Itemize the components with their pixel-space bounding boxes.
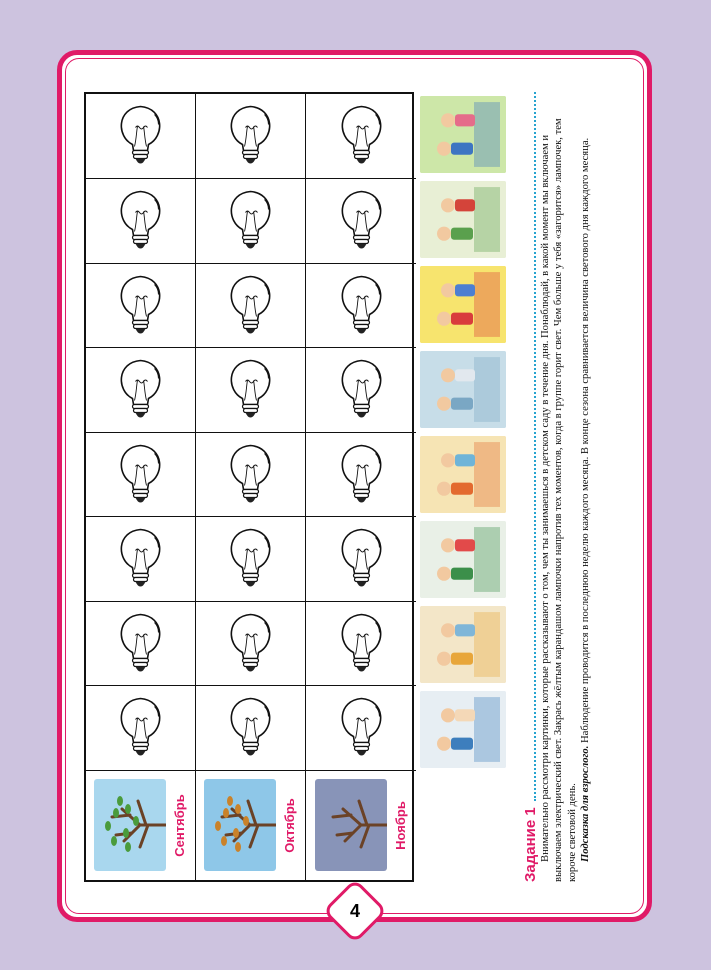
- task-text-block: [524, 92, 592, 882]
- exercise-picture: [420, 691, 506, 768]
- task-heading: [524, 92, 537, 882]
- light-bulb-icon[interactable]: [331, 101, 391, 172]
- worksheet: [84, 92, 632, 882]
- light-bulb-icon[interactable]: [111, 693, 171, 764]
- going-home-picture: [420, 96, 506, 173]
- adult-hint: [579, 92, 592, 882]
- light-bulb-icon[interactable]: [221, 270, 281, 341]
- breakfast-picture: [420, 606, 506, 683]
- light-bulb-icon[interactable]: [331, 693, 391, 764]
- dance-picture: [420, 181, 506, 258]
- bulb-cell[interactable]: [196, 263, 306, 348]
- bulb-cell[interactable]: [196, 432, 306, 517]
- light-bulb-icon[interactable]: [111, 270, 171, 341]
- bulb-cell[interactable]: [86, 348, 196, 433]
- light-bulb-icon[interactable]: [111, 355, 171, 426]
- bulb-cell[interactable]: [306, 263, 416, 348]
- light-bulb-icon[interactable]: [111, 186, 171, 257]
- bulb-cell[interactable]: [86, 179, 196, 264]
- light-bulb-icon[interactable]: [331, 186, 391, 257]
- bulb-cell[interactable]: [86, 94, 196, 179]
- light-bulb-icon[interactable]: [331, 524, 391, 595]
- month-label: Октябрь: [282, 798, 297, 853]
- dotted-divider: [526, 92, 536, 801]
- page-number: 4: [349, 900, 360, 921]
- bulb-cell[interactable]: [196, 517, 306, 602]
- bulb-cell[interactable]: [86, 686, 196, 771]
- light-bulb-icon[interactable]: [331, 355, 391, 426]
- bulb-cell[interactable]: [306, 348, 416, 433]
- lesson-picture: [420, 436, 506, 513]
- light-bulb-table: [84, 92, 414, 882]
- bulb-cell[interactable]: [196, 686, 306, 771]
- paints-picture: [420, 521, 506, 598]
- light-bulb-icon[interactable]: [221, 186, 281, 257]
- task-paragraph: Внимательно рассмотри картинки, которые рассказывают о том, чем ты занимаешься в детском саду в течение дня. Понаблюдай, в какой момент мы включаем и выключаем электрический свет. Закрась жёлтым карандашом лампочки напротив тех моментов, когда в группе горит свет. Чем больше у тебя «загорится» лампочек, тем короче световой день.: [540, 118, 578, 882]
- light-bulb-icon[interactable]: [221, 355, 281, 426]
- hint-text: Наблюдение проводится в последнюю неделю каждого месяца. В конце сезона сравнивается величина светового дня каждого месяца.: [579, 137, 591, 746]
- bulb-cell[interactable]: [196, 94, 306, 179]
- walk-picture: [420, 351, 506, 428]
- light-bulb-icon[interactable]: [221, 524, 281, 595]
- task-title: Задание 1: [522, 807, 539, 882]
- bulb-cell[interactable]: [196, 601, 306, 686]
- bulb-cell[interactable]: [196, 179, 306, 264]
- bulb-cell[interactable]: [86, 432, 196, 517]
- bulb-cell[interactable]: [306, 94, 416, 179]
- toys-picture: [420, 266, 506, 343]
- bulb-cell[interactable]: [306, 517, 416, 602]
- light-bulb-icon[interactable]: [111, 101, 171, 172]
- tree-bare-branches-icon: [315, 780, 387, 872]
- bulb-cell[interactable]: [86, 263, 196, 348]
- light-bulb-icon[interactable]: [221, 439, 281, 510]
- bulb-cell[interactable]: [86, 517, 196, 602]
- light-bulb-icon[interactable]: [221, 608, 281, 679]
- light-bulb-icon[interactable]: [331, 270, 391, 341]
- tree-green-leaves-icon: [94, 780, 166, 872]
- month-label: Ноябрь: [392, 801, 408, 850]
- light-bulb-icon[interactable]: [221, 101, 281, 172]
- light-bulb-icon[interactable]: [221, 693, 281, 764]
- bulb-cell[interactable]: [86, 601, 196, 686]
- activity-pictures-row: [416, 92, 512, 772]
- month-cell: [306, 770, 416, 880]
- tree-autumn-leaves-icon: [204, 780, 276, 872]
- light-bulb-icon[interactable]: [331, 608, 391, 679]
- light-bulb-icon[interactable]: [111, 524, 171, 595]
- bulb-cell[interactable]: [306, 686, 416, 771]
- light-bulb-icon[interactable]: [331, 439, 391, 510]
- light-bulb-icon[interactable]: [111, 439, 171, 510]
- bulb-cell[interactable]: [306, 179, 416, 264]
- light-bulb-icon[interactable]: [111, 608, 171, 679]
- bulb-cell[interactable]: [306, 601, 416, 686]
- month-label: Сентябрь: [172, 794, 187, 857]
- month-cell: [86, 770, 196, 880]
- hint-label: Подсказка для взрослого.: [579, 745, 591, 862]
- bulb-cell[interactable]: [196, 348, 306, 433]
- month-cell: [196, 770, 306, 880]
- bulb-cell[interactable]: [306, 432, 416, 517]
